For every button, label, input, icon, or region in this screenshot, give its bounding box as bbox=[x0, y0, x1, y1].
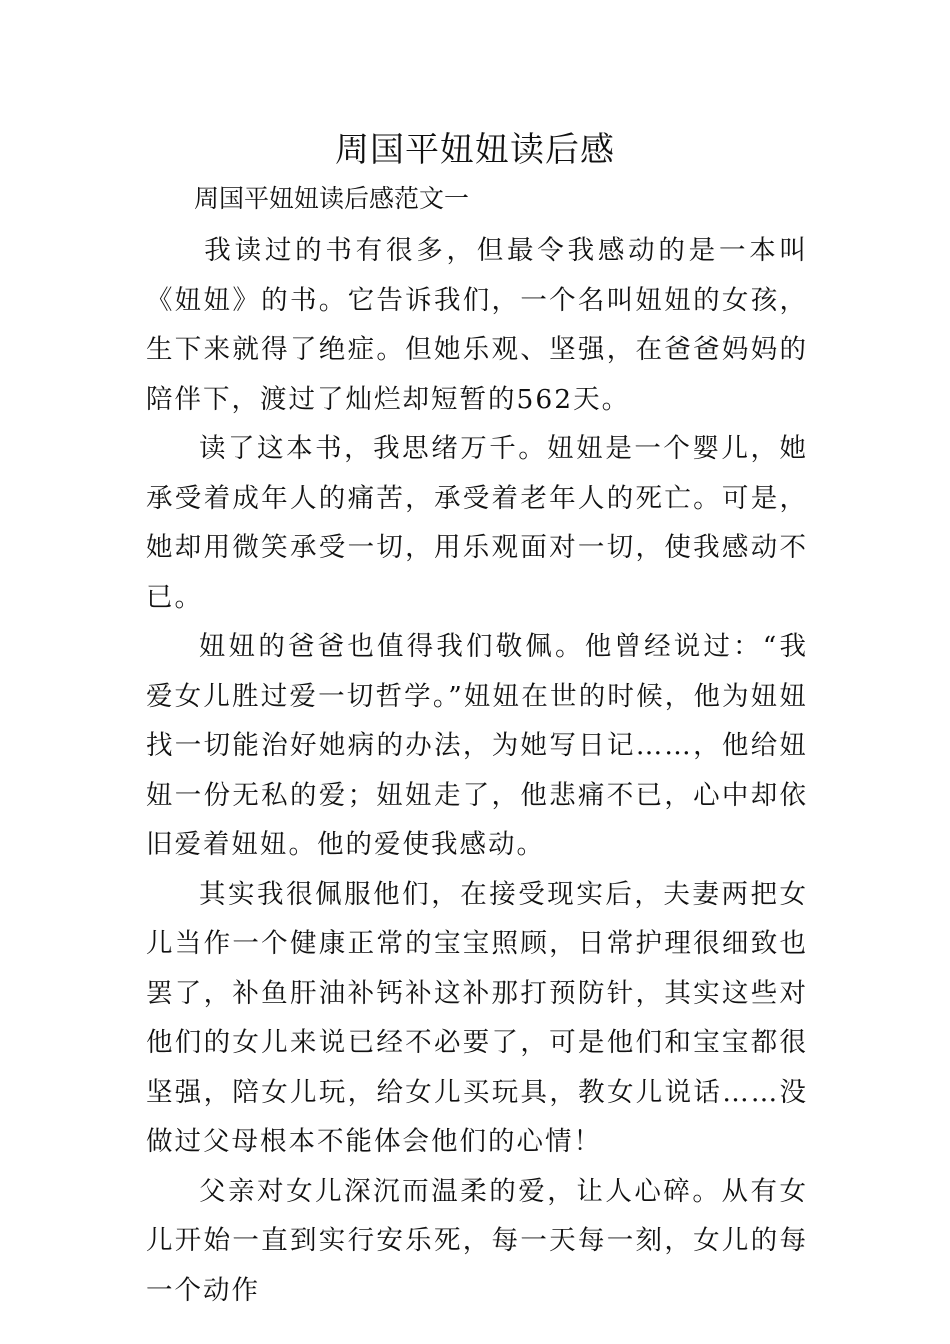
paragraph-4: 其实我很佩服他们，在接受现实后，夫妻两把女儿当作一个健康正常的宝宝照顾，日常护理很细致也罢了，补鱼肝油补钙补这补那打预防针，其实这些对他们的女儿来说已经不必要了，可是他们和宝宝都很坚强，陪女儿玩，给女儿买玩具，教女儿说话……没做过父母根本不能体会他们的心情！ bbox=[146, 878, 808, 1157]
document-body bbox=[146, 226, 808, 1315]
paragraph-3: 妞妞的爸爸也值得我们敬佩。他曾经说过：“我爱女儿胜过爱一切哲学。”妞妞在世的时候，他为妞妞找一切能治好她病的办法，为她写日记……，他给妞妞一份无私的爱；妞妞走了，他悲痛不已，心中却依旧爱着妞妞。他的爱使我感动。 bbox=[146, 631, 808, 860]
document-title: 周国平妞妞读后感 bbox=[335, 130, 615, 170]
document-subtitle: 周国平妞妞读后感范文一 bbox=[194, 184, 470, 213]
paragraph-5: 父亲对女儿深沉而温柔的爱，让人心碎。从有女儿开始一直到实行安乐死，每一天每一刻，女儿的每一个动作 bbox=[146, 1175, 808, 1306]
paragraph-1: 我读过的书有很多，但最令我感动的是一本叫《妞妞》的书。它告诉我们，一个名叫妞妞的女孩，生下来就得了绝症。但她乐观、坚强，在爸爸妈妈的陪伴下，渡过了灿烂却短暂的562天。 bbox=[146, 235, 808, 415]
paragraph-2: 读了这本书，我思绪万千。妞妞是一个婴儿，她承受着成年人的痛苦，承受着老年人的死亡。可是，她却用微笑承受一切，用乐观面对一切，使我感动不已。 bbox=[146, 433, 808, 613]
